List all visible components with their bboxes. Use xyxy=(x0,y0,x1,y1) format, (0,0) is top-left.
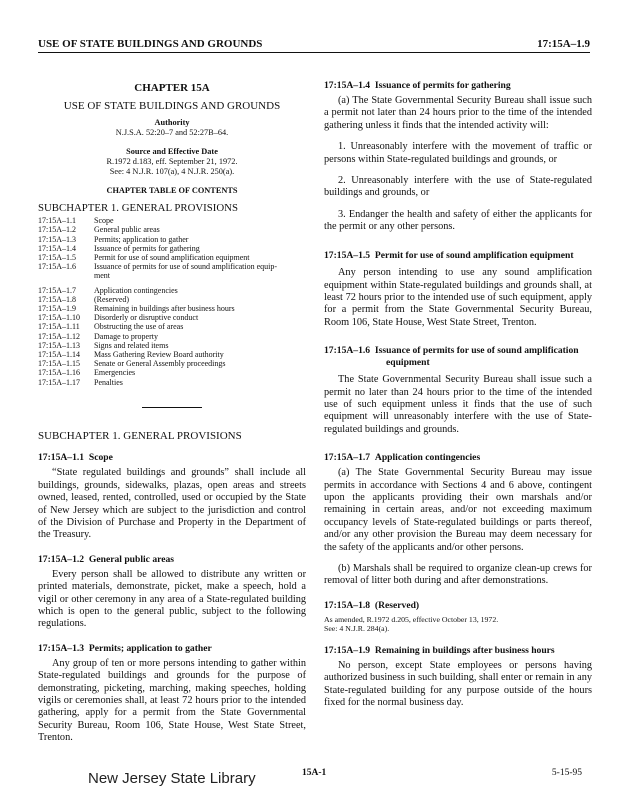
section-text-1-4a: (a) The State Governmental Security Bureau shall issue such a permit not later than 24 hours prior to the time of the intended gathering unless it finds that the intended activity will: xyxy=(324,95,592,131)
section-title: Remaining in buildings after business hours xyxy=(374,644,555,656)
header-title: USE OF STATE BUILDINGS AND GROUNDS xyxy=(38,38,263,50)
toc-number: 17:15A–1.17 xyxy=(38,377,80,387)
toc-entry xyxy=(38,295,306,304)
section-heading-1-3 xyxy=(38,643,306,655)
toc-number: 17:15A–1.6 xyxy=(38,262,76,272)
toc-title: Issuance of permits for use of sound amplification equip- xyxy=(94,262,278,272)
library-signature: New Jersey State Library xyxy=(88,770,256,787)
toc-heading: CHAPTER TABLE OF CONTENTS xyxy=(106,185,238,195)
chapter-title: USE OF STATE BUILDINGS AND GROUNDS xyxy=(63,100,281,113)
toc-title: (Reserved) xyxy=(94,294,130,304)
toc-number: 17:15A–1.12 xyxy=(38,331,80,341)
toc-title: General public areas xyxy=(94,225,160,235)
toc-title: Permit for use of sound amplification equipment xyxy=(94,253,250,263)
toc-entry xyxy=(38,262,306,271)
section-text-1-6: The State Governmental Security Bureau shall issue such a permit no later than 24 hours prior to the time of the intended use of such equipment unless it finds that the use of such equipment will unreasonably interfere with the use of State-regulated buildings and grounds. xyxy=(324,374,592,435)
toc-title: Penalties xyxy=(94,377,123,387)
toc-title: Damage to property xyxy=(94,331,158,341)
section-heading-1-1 xyxy=(38,452,306,464)
toc-entry xyxy=(38,350,306,359)
section-heading-1-8 xyxy=(324,600,592,612)
toc-number: 17:15A–1.15 xyxy=(38,359,80,369)
section-heading-1-6 xyxy=(324,345,592,368)
section-number: 17:15A–1.7 xyxy=(324,452,371,464)
section-title: (Reserved) xyxy=(374,599,420,611)
toc-title: Signs and related items xyxy=(94,340,169,350)
section-number: 17:15A–1.1 xyxy=(38,452,85,464)
toc-number: 17:15A–1.5 xyxy=(38,253,76,263)
history-note-2: See: 4 N.J.R. 284(a). xyxy=(324,623,390,633)
toc-title: Permits; application to gather xyxy=(94,234,189,244)
left-column xyxy=(38,60,306,745)
section-text-1-3: Any group of ten or more persons intending to gather within State-regulated buildings and grounds for the purpose of demonstrating, picketing, marching, making speeches, holding vigils or ceremonies shall, at least 72 hours prior to the intended gathering, apply for a permit from the State Governmental Security Bureau, Room 106, State House, West State Street, Trenton. xyxy=(38,657,306,744)
section-heading-1-5 xyxy=(324,250,592,262)
section-text-1-4-1: 1. Unreasonably interfere with the movement of traffic or persons within State-regulated buildings and grounds, or xyxy=(324,141,592,165)
toc-number: 17:15A–1.10 xyxy=(38,313,80,323)
section-number: 17:15A–1.9 xyxy=(324,644,371,656)
section-title: Issuance of permits for gathering xyxy=(374,80,511,91)
section-text-1-9: No person, except State employees or persons having authorized business in such building, shall enter or remain in any State-regulated building for any purpose outside of the hours fixed for the normal business day. xyxy=(324,659,592,709)
section-number: 17:15A–1.2 xyxy=(38,553,85,565)
running-header xyxy=(38,38,590,53)
toc-title: Mass Gathering Review Board authority xyxy=(94,350,224,360)
toc-entry xyxy=(38,332,306,341)
section-heading-1-4 xyxy=(324,80,592,92)
section-text-1-7a: (a) The State Governmental Security Bureau may issue permits in accordance with Sections 4 and 6 above, contingent upon the applicants providing their own marshals and/or remaining in certain areas, and/or not exceeding maximum occupancy levels of State-regulated buildings or parts thereof, and/or any other provision the Bureau may deem necessary for the safety of the applicants and/or other persons. xyxy=(324,467,592,553)
toc-entry xyxy=(38,313,306,322)
divider-rule xyxy=(142,407,202,408)
toc-number: 17:15A–1.9 xyxy=(38,304,76,314)
toc-number: 17:15A–1.11 xyxy=(38,322,80,332)
toc-entry xyxy=(38,304,306,313)
section-text-1-7b: (b) Marshals shall be required to organize clean-up crews for removal of litter both during and after demonstrations. xyxy=(324,563,592,587)
toc-entry xyxy=(38,235,306,244)
toc-entry xyxy=(38,341,306,350)
section-number: 17:15A–1.3 xyxy=(38,642,85,654)
toc-entry xyxy=(38,286,306,295)
section-heading-1-9 xyxy=(324,645,592,657)
section-text-1-5: Any person intending to use any sound amplification equipment within State-regulated buildings and grounds shall, at least 72 hours prior to the intended use of such equipment, apply for a permit from the State Governmental Security Bureau, Room 106, State House, West State Street, Trenton. xyxy=(324,267,592,328)
toc-number: 17:15A–1.7 xyxy=(38,285,76,295)
toc-title-continued: ment xyxy=(94,271,110,281)
toc-number: 17:15A–1.1 xyxy=(38,216,76,226)
section-heading-1-2 xyxy=(38,554,306,566)
source-text-1: R.1972 d.183, eff. September 21, 1972. xyxy=(106,156,238,166)
section-title: Application contingencies xyxy=(374,452,481,464)
toc-title: Disorderly or disruptive conduct xyxy=(94,313,199,323)
toc-number: 17:15A–1.16 xyxy=(38,368,80,378)
chapter-number: CHAPTER 15A xyxy=(134,82,210,94)
toc-entry xyxy=(38,378,306,387)
toc-entry xyxy=(38,322,306,331)
section-title: Permits; application to gather xyxy=(88,642,212,654)
authority-text: N.J.S.A. 52:20–7 and 52:27B–64. xyxy=(115,127,229,137)
page-number: 15A-1 xyxy=(302,768,327,778)
history-note-1: As amended, R.1972 d.205, effective October 13, 1972. xyxy=(324,614,499,624)
toc-number: 17:15A–1.4 xyxy=(38,243,76,253)
section-number: 17:15A–1.6 xyxy=(324,345,371,357)
section-heading-1-7 xyxy=(324,452,592,464)
section-title: Permit for use of sound amplification equipment xyxy=(374,249,574,261)
toc-title: Issuance of permits for gathering xyxy=(94,243,200,253)
section-number: 17:15A–1.8 xyxy=(324,599,371,611)
toc-entry xyxy=(38,216,306,225)
section-number: 17:15A–1.4 xyxy=(324,80,371,91)
subchapter-heading: SUBCHAPTER 1. GENERAL PROVISIONS xyxy=(38,429,242,442)
table-of-contents xyxy=(38,216,306,387)
header-section: 17:15A–1.9 xyxy=(537,38,590,50)
section-title: General public areas xyxy=(88,553,175,565)
section-text-1-1: “State regulated buildings and grounds” shall include all buildings, grounds, sidewalks, plazas, open areas and streets owned, leased, rented, controlled, used or occupied by the State of New Jersey which are subject to the jurisdiction and control of the Division of Purchase and Property in the Department of the Treasury. xyxy=(38,467,306,541)
toc-title: Remaining in buildings after business hours xyxy=(94,304,235,314)
authority-heading: Authority xyxy=(154,117,190,127)
source-heading: Source and Effective Date xyxy=(126,146,218,156)
section-text-1-2: Every person shall be allowed to distribute any written or printed materials, demonstrate, picket, make a speech, hold a vigil or other ceremony in any area of a State-regulated building which is open to the general public, subject to the following regulations. xyxy=(38,568,306,630)
toc-title: Emergencies xyxy=(94,368,136,378)
toc-entry xyxy=(38,225,306,234)
source-text-2: See: 4 N.J.R. 107(a), 4 N.J.R. 250(a). xyxy=(109,166,235,176)
toc-subchapter: SUBCHAPTER 1. GENERAL PROVISIONS xyxy=(38,201,238,214)
page-footer xyxy=(0,760,618,800)
toc-number: 17:15A–1.8 xyxy=(38,294,76,304)
section-title: Scope xyxy=(88,452,113,464)
toc-title: Application contingencies xyxy=(94,285,178,295)
toc-number: 17:15A–1.2 xyxy=(38,225,76,235)
page-date: 5-15-95 xyxy=(551,768,582,778)
section-title: Issuance of permits for use of sound amplification equipment xyxy=(374,345,579,368)
toc-title: Obstructing the use of areas xyxy=(94,322,184,332)
toc-entry xyxy=(38,359,306,368)
section-number: 17:15A–1.5 xyxy=(324,249,371,261)
toc-entry xyxy=(38,244,306,253)
toc-title: Scope xyxy=(94,216,114,226)
section-text-1-4-2: 2. Unreasonably interfere with the use of State-regulated buildings and grounds, or xyxy=(324,175,592,199)
right-column xyxy=(324,80,592,710)
toc-entry xyxy=(38,253,306,262)
section-text-1-4-3: 3. Endanger the health and safety of either the applicants for the permit or any other persons. xyxy=(324,208,592,233)
toc-number: 17:15A–1.3 xyxy=(38,234,76,244)
toc-number: 17:15A–1.13 xyxy=(38,340,80,350)
toc-entry xyxy=(38,368,306,377)
toc-number: 17:15A–1.14 xyxy=(38,350,80,360)
toc-title: Senate or General Assembly proceedings xyxy=(94,359,226,369)
